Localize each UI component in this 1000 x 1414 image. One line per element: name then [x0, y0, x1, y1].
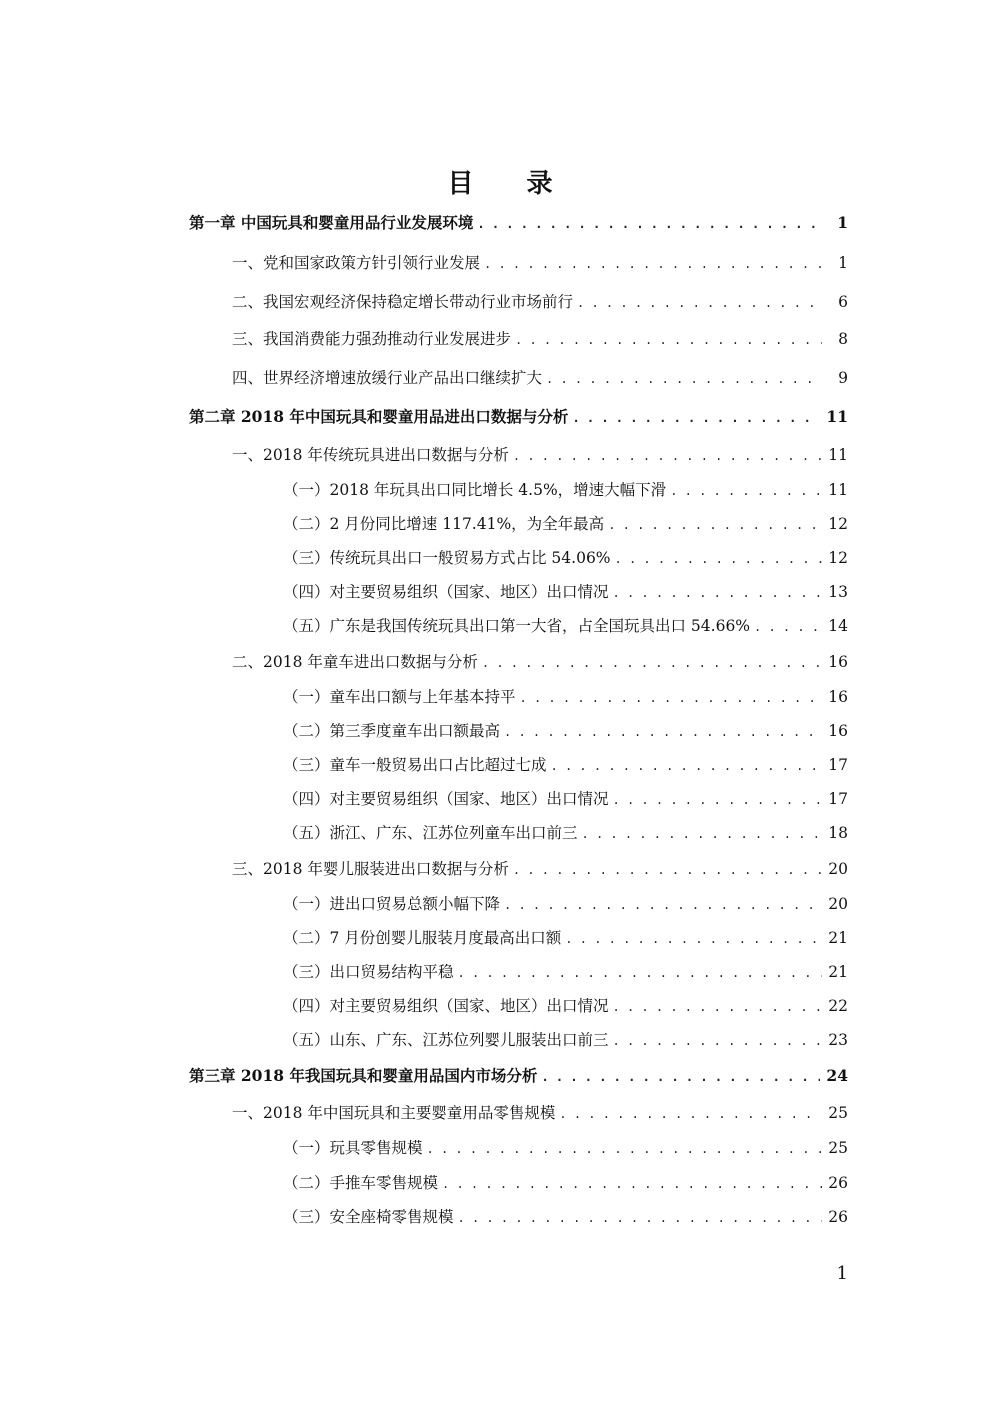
toc-leader-dots: [546, 362, 822, 396]
toc-leader-dots: [442, 1167, 822, 1201]
toc-section-entry[interactable]: [232, 645, 848, 679]
toc-leader-dots: [565, 922, 822, 956]
toc-leader-dots: [458, 956, 822, 990]
toc-entry-label: （三）安全座椅零售规模: [283, 1208, 454, 1226]
toc-section-entry[interactable]: [232, 361, 848, 395]
toc-leader-dots: [427, 1132, 822, 1166]
toc-subsection-entry[interactable]: [283, 1023, 848, 1057]
toc-leader-dots: [513, 853, 822, 887]
toc-subsection-entry[interactable]: [283, 1166, 848, 1200]
toc-entry-label: （二）2 月份同比增速 117.41%，为全年最高: [283, 515, 605, 533]
toc-entry-page: 20: [828, 895, 848, 913]
toc-entry-page: 25: [828, 1104, 848, 1122]
toc-entry-page: 9: [838, 369, 848, 387]
toc-section-entry[interactable]: [232, 246, 848, 280]
toc-entry-page: 6: [838, 293, 848, 311]
toc-leader-dots: [572, 401, 820, 435]
toc-subsection-entry[interactable]: [283, 887, 848, 921]
toc-leader-dots: [482, 646, 822, 680]
toc-subsection-entry[interactable]: [283, 680, 848, 714]
toc-subsection-entry[interactable]: [283, 921, 848, 955]
toc-subsection-entry[interactable]: [283, 989, 848, 1023]
toc-chapter-entry[interactable]: [189, 206, 848, 240]
toc-subsection-entry[interactable]: [283, 748, 848, 782]
toc-entry-page: 24: [826, 1066, 848, 1085]
toc-entry-page: 11: [828, 446, 848, 464]
toc-entry-label: （二）第三季度童车出口额最高: [283, 722, 501, 740]
toc-leader-dots: [515, 323, 822, 357]
toc-entry-label: 四、世界经济增速放缓行业产品出口继续扩大: [232, 369, 543, 387]
toc-leader-dots: [504, 715, 822, 749]
toc-entry-label: （一）2018 年玩具出口同比增长 4.5%，增速大幅下滑: [283, 481, 667, 499]
toc-entry-page: 11: [826, 407, 848, 426]
toc-entry-page: 25: [828, 1139, 848, 1157]
toc-section-entry[interactable]: [232, 285, 848, 319]
toc-entry-label: （四）对主要贸易组织（国家、地区）出口情况: [283, 583, 609, 601]
toc-leader-dots: [559, 1097, 822, 1131]
toc-entry-page: 22: [828, 997, 848, 1015]
toc-leader-dots: [582, 817, 822, 851]
toc-entry-label: 第二章 2018 年中国玩具和婴童用品进出口数据与分析: [189, 407, 569, 426]
toc-entry-label: 三、我国消费能力强劲推动行业发展进步: [232, 330, 512, 348]
toc-entry-page: 26: [828, 1208, 848, 1226]
toc-entry-label: 一、党和国家政策方针引领行业发展: [232, 254, 481, 272]
toc-leader-dots: [513, 439, 822, 473]
toc-subsection-entry[interactable]: [283, 714, 848, 748]
page-number: 1: [836, 1263, 848, 1284]
toc-entry-page: 1: [838, 254, 848, 272]
toc-entry-page: 20: [828, 860, 848, 878]
toc-leader-dots: [551, 749, 822, 783]
toc-subsection-entry[interactable]: [283, 955, 848, 989]
toc-entry-page: 23: [828, 1031, 848, 1049]
toc-entry-page: 17: [828, 756, 848, 774]
toc-leader-dots: [613, 783, 822, 817]
toc-entry-page: 8: [838, 330, 848, 348]
toc-entry-page: 12: [828, 515, 848, 533]
toc-entry-page: 14: [828, 617, 848, 635]
toc-leader-dots: [613, 576, 822, 610]
toc-entry-label: （三）传统玩具出口一般贸易方式占比 54.06%: [283, 549, 611, 567]
toc-entry-label: 一、2018 年传统玩具进出口数据与分析: [232, 446, 509, 464]
toc-subsection-entry[interactable]: [283, 1200, 848, 1234]
toc-leader-dots: [608, 508, 822, 542]
toc-leader-dots: [504, 888, 822, 922]
toc-entry-label: 一、2018 年中国玩具和主要婴童用品零售规模: [232, 1104, 556, 1122]
toc-entry-page: 17: [828, 790, 848, 808]
toc-entry-label: （三）童车一般贸易出口占比超过七成: [283, 756, 547, 774]
toc-leader-dots: [670, 474, 822, 508]
toc-entry-page: 16: [828, 653, 848, 671]
toc-section-entry[interactable]: [232, 852, 848, 886]
toc-entry-label: （一）进出口贸易总额小幅下降: [283, 895, 501, 913]
toc-leader-dots: [520, 681, 822, 715]
toc-subsection-entry[interactable]: [283, 507, 848, 541]
toc-entry-label: 二、2018 年童车进出口数据与分析: [232, 653, 478, 671]
toc-entry-page: 12: [828, 549, 848, 567]
toc-entry-label: （一）玩具零售规模: [283, 1139, 423, 1157]
toc-subsection-entry[interactable]: [283, 816, 848, 850]
toc-subsection-entry[interactable]: [283, 541, 848, 575]
toc-entry-label: （一）童车出口额与上年基本持平: [283, 688, 516, 706]
toc-entry-page: 16: [828, 722, 848, 740]
toc-subsection-entry[interactable]: [283, 575, 848, 609]
toc-entry-label: （五）广东是我国传统玩具出口第一大省，占全国玩具出口 54.66%: [283, 617, 751, 635]
toc-entry-label: （四）对主要贸易组织（国家、地区）出口情况: [283, 790, 609, 808]
toc-leader-dots: [541, 1060, 820, 1094]
toc-entry-label: （四）对主要贸易组织（国家、地区）出口情况: [283, 997, 609, 1015]
toc-leader-dots: [484, 247, 822, 281]
toc-subsection-entry[interactable]: [283, 473, 848, 507]
toc-leader-dots: [477, 207, 822, 241]
toc-leader-dots: [754, 610, 822, 644]
toc-entry-label: （五）浙江、广东、江苏位列童车出口前三: [283, 824, 578, 842]
toc-leader-dots: [613, 1024, 822, 1058]
toc-entry-page: 26: [828, 1174, 848, 1192]
toc-entry-label: （三）出口贸易结构平稳: [283, 963, 454, 981]
toc-entry-label: 三、2018 年婴儿服装进出口数据与分析: [232, 860, 509, 878]
toc-entry-page: 1: [837, 213, 848, 232]
toc-title: 目 录: [447, 169, 575, 199]
toc-subsection-entry[interactable]: [283, 1131, 848, 1165]
toc-entry-page: 11: [828, 481, 848, 499]
toc-entry-label: 第三章 2018 年我国玩具和婴童用品国内市场分析: [189, 1066, 538, 1085]
toc-leader-dots: [613, 990, 822, 1024]
toc-entry-label: （五）山东、广东、江苏位列婴儿服装出口前三: [283, 1031, 609, 1049]
toc-entry-label: （二）手推车零售规模: [283, 1174, 439, 1192]
toc-entry-label: 二、我国宏观经济保持稳定增长带动行业市场前行: [232, 293, 574, 311]
toc-entry-label: 第一章 中国玩具和婴童用品行业发展环境: [189, 213, 474, 232]
toc-entry-page: 21: [828, 963, 848, 981]
toc-leader-dots: [615, 542, 822, 576]
toc-section-entry[interactable]: [232, 1096, 848, 1130]
toc-chapter-entry[interactable]: [189, 1059, 848, 1093]
toc-entry-page: 18: [828, 824, 848, 842]
toc-subsection-entry[interactable]: [283, 782, 848, 816]
toc-section-entry[interactable]: [232, 438, 848, 472]
toc-entry-label: （二）7 月份创婴儿服装月度最高出口额: [283, 929, 562, 947]
toc-chapter-entry[interactable]: [189, 400, 848, 434]
toc-entry-page: 21: [828, 929, 848, 947]
toc-entry-page: 16: [828, 688, 848, 706]
toc-subsection-entry[interactable]: [283, 609, 848, 643]
toc-entry-page: 13: [828, 583, 848, 601]
toc-leader-dots: [458, 1201, 822, 1235]
toc-leader-dots: [577, 286, 822, 320]
toc-section-entry[interactable]: [232, 322, 848, 356]
